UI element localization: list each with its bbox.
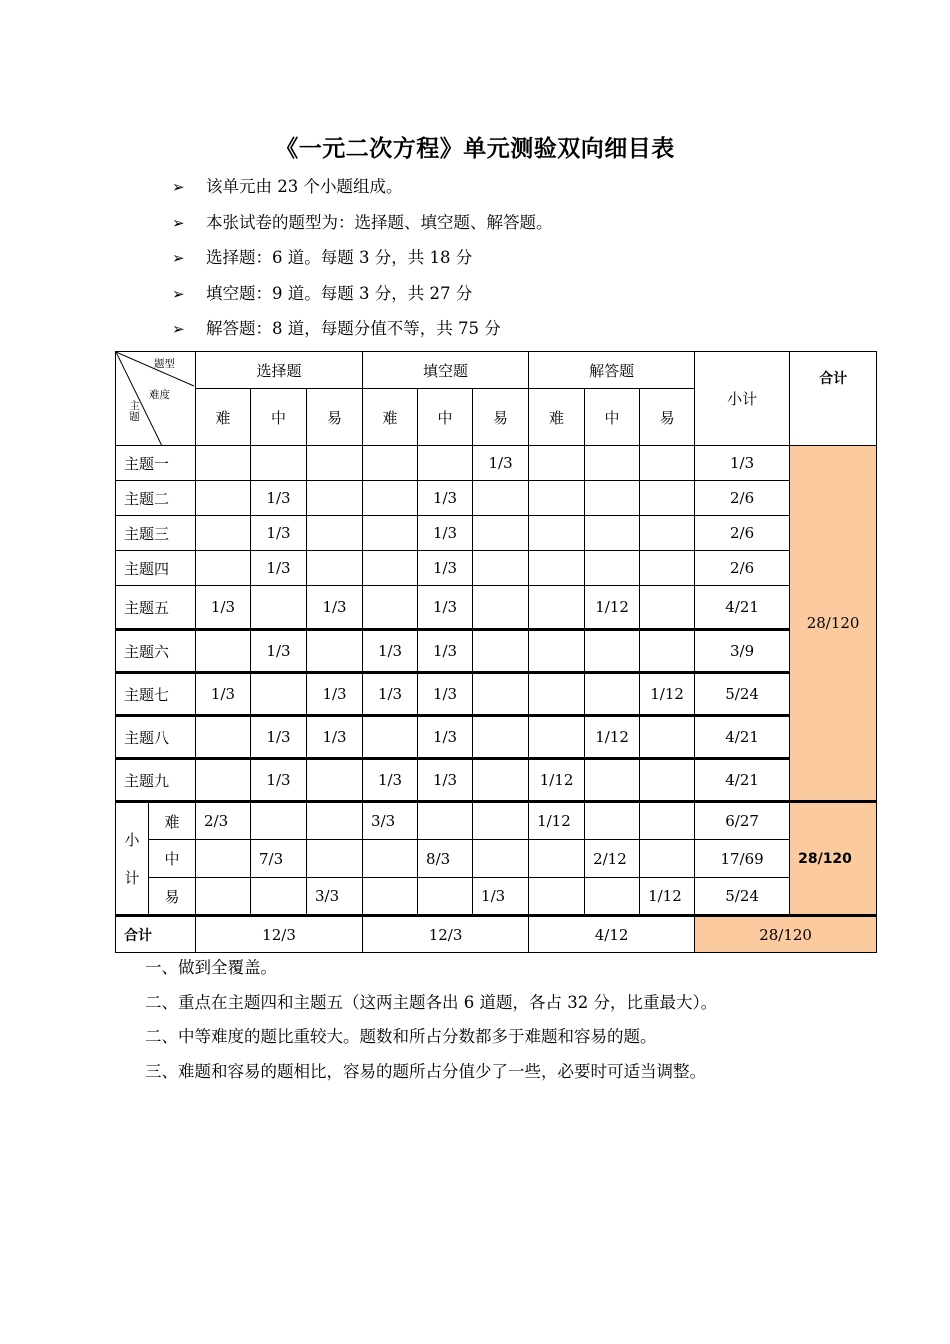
table-cell [529,516,585,551]
grand-total-value: 28/120 [695,916,877,953]
topic-label: 主题七 [116,673,196,716]
table-cell [196,878,251,916]
group-header-fill: 填空题 [363,352,529,389]
table-cell [251,446,307,481]
grand-total-row [116,916,877,953]
corner-topic-label: 主题 [129,400,140,423]
table-cell: 1/3 [307,673,363,716]
table-cell [529,840,585,878]
bullet-list [172,174,553,352]
note-item: 三、难题和容易的题相比，容易的题所占分值少了一些，必要时可适当调整。 [145,1061,706,1081]
table-cell [307,481,363,516]
subtotal-level-row [116,878,877,916]
table-cell [473,586,529,630]
table-cell: 3/3 [363,802,418,840]
row-subtotal: 4/21 [695,586,790,630]
bullet-item [172,174,553,210]
topic-label: 主题六 [116,630,196,673]
table-cell [640,630,695,673]
level-label: 中 [149,840,196,878]
table-cell [640,516,695,551]
table-row [116,673,877,716]
table-row [116,481,877,516]
corner-difficulty-label: 难度 [149,389,170,401]
table-cell: 1/12 [640,673,695,716]
table-cell: 1/3 [418,630,473,673]
table-row [116,446,877,481]
table-cell [251,586,307,630]
table-cell: 1/3 [307,586,363,630]
table-cell [640,840,695,878]
table-cell: 1/3 [251,481,307,516]
table-cell: 1/3 [418,481,473,516]
table-cell [529,673,585,716]
table-cell [640,446,695,481]
table-cell [473,630,529,673]
arrow-bullet-icon [172,245,206,271]
table-cell: 1/3 [251,551,307,586]
table-cell [529,716,585,759]
note-item: 二、重点在主题四和主题五（这两主题各出 6 道题，各占 32 分，比重最大）。 [145,992,718,1012]
corner-type-label: 题型 [154,358,175,370]
table-cell: 1/12 [585,716,640,759]
table-cell [363,446,418,481]
table-cell [640,586,695,630]
bullet-text: 该单元由 23 个小题组成。 [206,177,403,196]
row-subtotal: 2/6 [695,551,790,586]
notes [145,955,717,1093]
table-cell [585,481,640,516]
table-cell [307,802,363,840]
subtotal-header: 小计 [695,352,790,446]
note-item: 二、中等难度的题比重较大。题数和所占分数都多于难题和容易的题。 [145,1027,657,1046]
topic-label: 主题一 [116,446,196,481]
table-cell [473,759,529,802]
note-item: 一、做到全覆盖。 [145,958,277,977]
group-header-choice: 选择题 [196,352,363,389]
table-cell: 1/3 [473,446,529,481]
bullet-item [172,281,553,317]
table-cell [251,878,307,916]
level-header: 易 [640,389,695,446]
subtotal-level-row [116,840,877,878]
row-subtotal: 2/6 [695,516,790,551]
level-header: 中 [585,389,640,446]
table-cell [585,673,640,716]
table-cell [640,551,695,586]
table-cell [473,516,529,551]
table-cell: 1/12 [529,802,585,840]
arrow-bullet-icon [172,174,206,200]
arrow-bullet-icon [172,281,206,307]
table-cell: 1/3 [196,673,251,716]
topic-label: 主题九 [116,759,196,802]
table-cell [529,446,585,481]
table-cell [473,716,529,759]
table-cell: 1/3 [251,716,307,759]
table-cell: 1/3 [251,759,307,802]
table-cell [251,802,307,840]
table-cell: 1/3 [251,630,307,673]
table-cell [585,630,640,673]
table-cell: 2/3 [196,802,251,840]
level-subtotal: 6/27 [695,802,790,840]
table-row [116,586,877,630]
topic-label: 主题四 [116,551,196,586]
table-cell: 1/12 [529,759,585,802]
table-cell [363,840,418,878]
table-cell: 2/12 [585,840,640,878]
table-cell [585,516,640,551]
grand-total-label: 合计 [116,916,196,953]
table-cell [529,481,585,516]
table-cell [363,481,418,516]
table-cell [363,878,418,916]
row-subtotal: 2/6 [695,481,790,516]
table-cell [307,630,363,673]
table-cell [473,481,529,516]
bullet-text: 解答题：8 道，每题分值不等，共 75 分 [206,319,501,338]
total-header: 合计 [790,352,877,446]
table-cell [251,673,307,716]
spec-table [115,351,877,953]
table-row [116,551,877,586]
grand-total-choice: 12/3 [196,916,363,953]
row-subtotal: 5/24 [695,673,790,716]
arrow-bullet-icon [172,316,206,342]
table-cell: 7/3 [251,840,307,878]
level-header: 中 [418,389,473,446]
table-cell [473,673,529,716]
arrow-bullet-icon [172,210,206,236]
table-cell: 1/12 [585,586,640,630]
table-cell [585,446,640,481]
table-cell [196,516,251,551]
page-title: 《一元二次方程》单元测验双向细目表 [275,136,675,162]
table-cell: 1/3 [418,716,473,759]
table-cell [363,586,418,630]
table-cell [585,759,640,802]
level-header: 难 [196,389,251,446]
table-cell: 1/3 [418,759,473,802]
grand-total-answer: 4/12 [529,916,695,953]
table-row [116,716,877,759]
table-cell [307,446,363,481]
table-cell [473,551,529,586]
bullet-item [172,210,553,246]
row-subtotal: 1/3 [695,446,790,481]
topic-label: 主题二 [116,481,196,516]
table-cell [363,516,418,551]
table-cell [585,878,640,916]
topic-label: 主题五 [116,586,196,630]
table-cell: 3/3 [307,878,363,916]
subtotal-section-label [116,802,149,916]
table-cell [196,716,251,759]
table-cell [307,551,363,586]
table-cell [640,716,695,759]
level-label: 难 [149,802,196,840]
table-cell: 1/3 [251,516,307,551]
topic-label: 主题三 [116,516,196,551]
table-cell: 1/3 [363,630,418,673]
subtotal-char: 小 [124,830,140,849]
table-cell [307,759,363,802]
table-cell [529,586,585,630]
table-cell [529,878,585,916]
table-cell [418,878,473,916]
table-cell [640,759,695,802]
table-cell: 1/3 [363,673,418,716]
level-header: 难 [529,389,585,446]
level-header: 易 [307,389,363,446]
table-cell [196,759,251,802]
table-cell [473,840,529,878]
table-cell [196,840,251,878]
subtotal-section-total: 28/120 [790,802,877,916]
grand-total-fill: 12/3 [363,916,529,953]
table-cell [529,551,585,586]
table-cell: 1/12 [640,878,695,916]
level-label: 易 [149,878,196,916]
table-cell [196,551,251,586]
table-cell: 1/3 [418,673,473,716]
level-header: 易 [473,389,529,446]
subtotal-char: 计 [124,868,140,887]
bullet-item [172,316,553,352]
row-subtotal: 3/9 [695,630,790,673]
table-cell [363,716,418,759]
table-cell: 1/3 [363,759,418,802]
table-cell: 1/3 [418,586,473,630]
table-cell [307,516,363,551]
table-cell: 1/3 [473,878,529,916]
table-cell [363,551,418,586]
table-cell [196,630,251,673]
topic-rows [116,446,877,802]
table-cell [640,802,695,840]
level-subtotal: 17/69 [695,840,790,878]
bullet-text: 选择题：6 道。每题 3 分，共 18 分 [206,248,473,267]
table-cell: 8/3 [418,840,473,878]
subtotal-rows [116,802,877,916]
subtotal-level-row [116,802,877,840]
table-cell [196,446,251,481]
table-cell [640,481,695,516]
table-cell: 1/3 [418,516,473,551]
bullet-text: 本张试卷的题型为：选择题、填空题、解答题。 [206,212,553,232]
table-cell [418,802,473,840]
bullet-item [172,245,553,281]
table-cell: 1/3 [418,551,473,586]
level-header: 中 [251,389,307,446]
table-cell [307,840,363,878]
table-cell: 1/3 [196,586,251,630]
table-cell [529,630,585,673]
table-cell [585,802,640,840]
group-header-answer: 解答题 [529,352,695,389]
level-header: 难 [363,389,418,446]
table-row [116,759,877,802]
table-cell: 1/3 [307,716,363,759]
corner-header [116,352,196,446]
topics-total: 28/120 [790,446,877,802]
table-cell [585,551,640,586]
subtotal-section-chars [124,821,140,897]
level-subtotal: 5/24 [695,878,790,916]
table-cell [196,481,251,516]
table-row [116,516,877,551]
table-row [116,630,877,673]
table-cell [418,446,473,481]
row-subtotal: 4/21 [695,759,790,802]
table-cell [473,802,529,840]
bullet-text: 填空题：9 道。每题 3 分，共 27 分 [206,283,473,303]
row-subtotal: 4/21 [695,716,790,759]
topic-label: 主题八 [116,716,196,759]
